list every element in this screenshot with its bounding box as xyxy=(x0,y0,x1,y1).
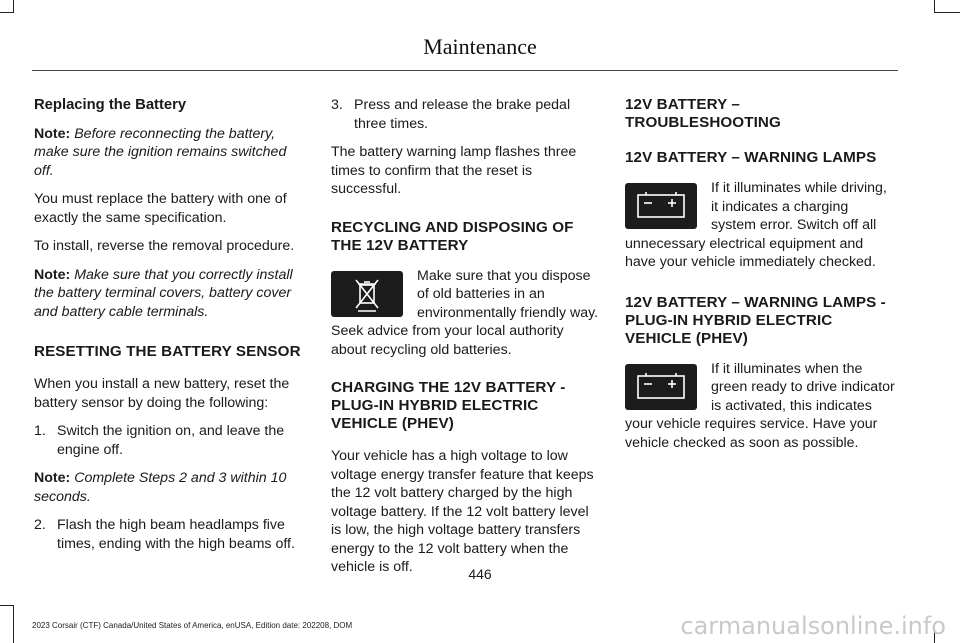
paragraph: The battery warning lamp flashes three times to confirm that the reset is successful. xyxy=(331,144,577,197)
battery-warning-icon xyxy=(625,183,697,229)
step-number: 3. xyxy=(331,97,343,113)
crossed-out-bin-icon xyxy=(331,271,403,317)
step-text: Switch the ignition on, and leave the engine off. xyxy=(57,423,285,458)
column-3 xyxy=(625,96,895,460)
crop-mark xyxy=(13,0,14,13)
page-number: 446 xyxy=(468,566,492,582)
note-label: Note: xyxy=(34,125,71,142)
column-1 xyxy=(34,96,304,563)
heading-recycling: RECYCLING AND DISPOSING OF THE 12V BATTERY xyxy=(331,218,574,254)
note-paragraph xyxy=(34,266,304,322)
recycle-block xyxy=(331,267,601,360)
warning-text: If it illuminates while driving, it indicates a charging system error. Switch off all unnecessary electrical equipment and have your vehicle immediately checked. xyxy=(625,180,887,270)
phev-warning-text: If it illuminates when the green ready to drive indicator is activated, this indicates your vehicle requires service. Have your vehicle checked as soon as possible. xyxy=(625,360,895,451)
crop-mark xyxy=(0,605,14,606)
heading-warning-lamps: 12V BATTERY – WARNING LAMPS xyxy=(625,149,877,166)
step-item xyxy=(34,422,304,459)
battery-warning-icon xyxy=(625,364,697,410)
note-text: Complete Steps 2 and 3 within 10 seconds. xyxy=(34,470,287,505)
column-2 xyxy=(331,96,601,587)
crop-mark xyxy=(0,12,14,13)
recycle-text: Make sure that you dispose of old batteries in an environmentally friendly way. Seek advice from your local authority about recycling old batteries. xyxy=(331,267,599,358)
step-item xyxy=(34,516,304,553)
page-title: Maintenance xyxy=(423,34,537,59)
step-number: 2. xyxy=(34,517,46,533)
note-text: Before reconnecting the battery, make sure the ignition remains switched off. xyxy=(34,125,287,179)
step-text: Flash the high beam headlamps five times, ending with the high beams off. xyxy=(57,517,295,552)
phev-warning-block xyxy=(625,360,895,453)
crop-mark xyxy=(13,606,14,643)
heading-resetting-sensor: RESETTING THE BATTERY SENSOR xyxy=(34,343,301,360)
paragraph: To install, reverse the removal procedure. xyxy=(34,238,295,254)
paragraph: Your vehicle has a high voltage to low voltage energy transfer feature that keeps the 12 volt battery charged by the high voltage battery. If the 12 volt battery level is low, the high voltage battery transfers energy to the 12 volt battery when the vehicle is off. xyxy=(331,448,594,575)
note-paragraph xyxy=(34,125,304,181)
paragraph: You must replace the battery with one of exactly the same specification. xyxy=(34,191,287,226)
crop-mark xyxy=(934,12,960,13)
note-text: Make sure that you correctly install the battery terminal covers, battery cover and battery cable terminals. xyxy=(34,266,293,320)
paragraph: When you install a new battery, reset the battery sensor by doing the following: xyxy=(34,376,290,411)
heading-warning-lamps-phev: 12V BATTERY – WARNING LAMPS - PLUG-IN HYBRID ELECTRIC VEHICLE (PHEV) xyxy=(625,293,886,347)
step-item xyxy=(331,96,601,133)
step-number: 1. xyxy=(34,423,46,439)
step-text: Press and release the brake pedal three times. xyxy=(354,97,571,132)
note-paragraph xyxy=(34,469,304,506)
note-label: Note: xyxy=(34,266,71,283)
note-label: Note: xyxy=(34,470,71,486)
heading-troubleshooting: 12V BATTERY – TROUBLESHOOTING xyxy=(625,96,781,131)
warning-block xyxy=(625,179,895,272)
header-rule xyxy=(32,70,898,71)
watermark: carmanualsonline.info xyxy=(680,612,946,640)
heading-charging-phev: CHARGING THE 12V BATTERY - PLUG-IN HYBRID ELECTRIC VEHICLE (PHEV) xyxy=(331,379,566,432)
heading-replacing-battery: Replacing the Battery xyxy=(34,97,187,113)
edition-info: 2023 Corsair (CTF) Canada/United States of America, enUSA, Edition date: 202208, DOM xyxy=(32,621,353,630)
